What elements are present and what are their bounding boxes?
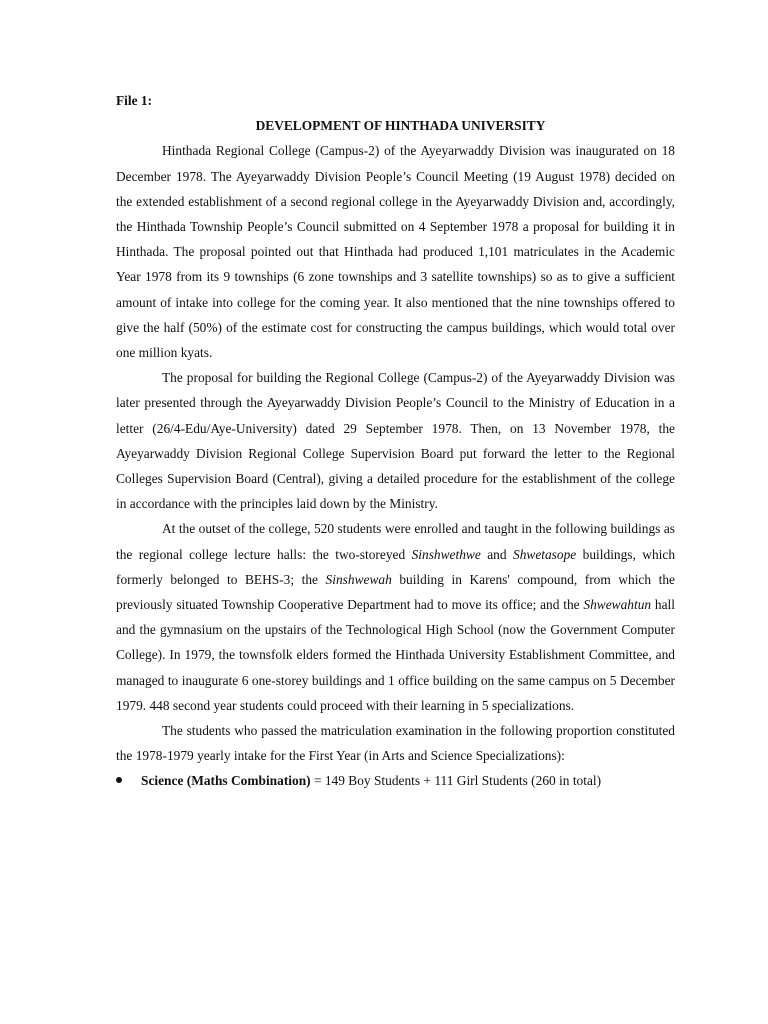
- paragraph-2: The proposal for building the Regional College (Campus-2) of the Ayeyarwaddy Division was later presented through the Ayeyarwaddy Division People’s Council to the Ministry of Education in a letter (26/4-Edu/Aye-University) dated 29 September 1978. Then, on 13 November 1978, the Ayeyarwaddy Division Regional College Supervision Board put forward the letter to the Regional Colleges Supervision Board (Central), giving a detailed procedure for the establishment of the college in accordance with the principles laid down by the Ministry.: [116, 370, 675, 512]
- building-name-shwewahtun: Shwewahtun: [583, 597, 652, 613]
- file-label: File 1:: [116, 93, 153, 108]
- paragraph-1: Hinthada Regional College (Campus-2) of the Ayeyarwaddy Division was inaugurated on 18 December 1978. The Ayeyarwaddy Division People’s Council Meeting (19 August 1978) decided on the extended establishment of a second regional college in the Ayeyarwaddy Division and, accordingly, the Hinthada Township People’s Council submitted on 4 September 1978 a proposal for building it in Hinthada. The proposal pointed out that Hinthada had produced 1,101 matriculates in the Academic Year 1978 from its 9 townships (6 zone townships and 3 satellite townships) so as to give a sufficient amount of intake into college for the coming year. It also mentioned that the nine townships offered to give the half (50%) of the estimate cost for constructing the campus buildings, which would total over one million kyats.: [116, 143, 675, 361]
- paragraph-3-text: hall and the gymnasium on the upstairs of the Technological High School (now the Government Computer College). In 1979, the townsfolk elders formed the Hinthada University Establishment Committee, and managed to inaugurate 6 one-storey buildings and 1 office building on the same campus on 5 December 1979. 448 second year students could proceed with their learning in 5 specializations.: [116, 597, 675, 713]
- building-name-sinshwethwe: Sinshwethwe: [411, 546, 481, 562]
- paragraph-3-text: building in Karens' compound, from which the previously situated Township Cooperative Department had to move its office; and the: [116, 571, 675, 613]
- paragraph-3: [116, 516, 675, 718]
- bullet-label: Science (Maths Combination): [141, 773, 311, 789]
- building-name-shwetasope: Shwetasope: [513, 546, 577, 562]
- list-item: [116, 768, 675, 793]
- bullet-text: = 149 Boy Students + 111 Girl Students (260 in total): [310, 773, 602, 789]
- intake-bullet-list: [116, 768, 675, 793]
- paragraph-3-text: and: [480, 546, 513, 562]
- building-name-sinshwewah: Sinshwewah: [325, 571, 392, 587]
- paragraph-3-text: buildings, which formerly belonged to BEHS-3; the: [116, 546, 676, 587]
- paragraph-4: The students who passed the matriculation examination in the following proportion constituted the 1978-1979 yearly intake for the First Year (in Arts and Science Specializations):: [116, 723, 675, 764]
- paragraph-3-text: At the outset of the college, 520 students were enrolled and taught in the following buildings as the regional college lecture halls: the two-storeyed: [116, 521, 675, 562]
- bullet-dot-icon: [116, 777, 122, 783]
- document-title: DEVELOPMENT OF HINTHADA UNIVERSITY: [255, 118, 546, 134]
